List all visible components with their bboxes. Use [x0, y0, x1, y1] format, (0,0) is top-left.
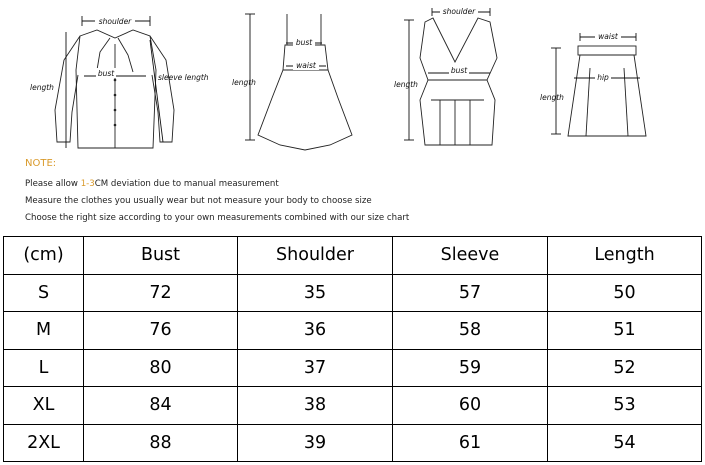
tank-shoulder-label: shoulder — [442, 7, 476, 16]
bust-cell: 84 — [84, 387, 238, 425]
header-shoulder: Shoulder — [238, 237, 393, 275]
skirt-waist-label: waist — [598, 32, 618, 41]
header-length: Length — [548, 237, 702, 275]
table-header-row — [4, 237, 702, 275]
dress-waist-label: waist — [296, 61, 316, 70]
note-section — [22, 158, 682, 230]
shoulder-cell: 36 — [238, 312, 393, 350]
skirt-length-label: length — [540, 93, 564, 102]
size-cell: XL — [4, 387, 84, 425]
size-cell: S — [4, 274, 84, 312]
note-line1-suffix: CM deviation due to manual measurement — [94, 179, 279, 189]
skirt-hip-label: hip — [597, 73, 609, 82]
blouse-length-label: length — [30, 83, 54, 92]
length-cell: 50 — [548, 274, 702, 312]
note-line1-text: Please allow — [25, 179, 81, 189]
tank-sketch — [394, 6, 497, 145]
sleeve-cell: 60 — [393, 387, 548, 425]
bust-cell: 80 — [84, 349, 238, 387]
note-title: NOTE: — [25, 158, 57, 169]
header-sleeve: Sleeve — [393, 237, 548, 275]
length-cell: 53 — [548, 387, 702, 425]
length-cell: 52 — [548, 349, 702, 387]
shoulder-cell: 37 — [238, 349, 393, 387]
size-chart-table — [3, 236, 702, 462]
note-line1-highlight: 1-3 — [80, 179, 95, 189]
sleeve-cell: 58 — [393, 312, 548, 350]
table-row — [4, 424, 702, 462]
measurement-illustrations — [0, 0, 705, 155]
sleeve-cell: 57 — [393, 274, 548, 312]
shoulder-cell: 35 — [238, 274, 393, 312]
bust-cell: 88 — [84, 424, 238, 462]
note-line-deviation — [25, 179, 682, 189]
dress-bust-label: bust — [295, 38, 313, 47]
sleeve-cell: 61 — [393, 424, 548, 462]
note-line-choose: Choose the right size according to your own measurements combined with our size chart — [25, 213, 410, 223]
length-cell: 51 — [548, 312, 702, 350]
bust-cell: 72 — [84, 274, 238, 312]
size-cell: L — [4, 349, 84, 387]
dress-length-label: length — [232, 78, 256, 87]
table-row — [4, 274, 702, 312]
blouse-sleeve-label: sleeve length — [158, 73, 209, 82]
garment-sketches — [0, 0, 705, 155]
blouse-shoulder-label: shoulder — [98, 17, 132, 26]
header-bust: Bust — [84, 237, 238, 275]
header-unit: (cm) — [4, 237, 84, 275]
table-row — [4, 312, 702, 350]
blouse-sketch — [30, 15, 209, 148]
tank-length-label: length — [394, 80, 418, 89]
tank-bust-label: bust — [450, 66, 468, 75]
table-row — [4, 387, 702, 425]
sleeve-cell: 59 — [393, 349, 548, 387]
length-cell: 54 — [548, 424, 702, 462]
shoulder-cell: 39 — [238, 424, 393, 462]
dress-sketch — [232, 14, 352, 150]
size-cell: 2XL — [4, 424, 84, 462]
size-cell: M — [4, 312, 84, 350]
table-row — [4, 349, 702, 387]
bust-cell: 76 — [84, 312, 238, 350]
note-line-measure: Measure the clothes you usually wear but not measure your body to choose size — [25, 196, 372, 206]
skirt-sketch — [540, 31, 646, 136]
shoulder-cell: 38 — [238, 387, 393, 425]
blouse-bust-label: bust — [97, 69, 115, 78]
